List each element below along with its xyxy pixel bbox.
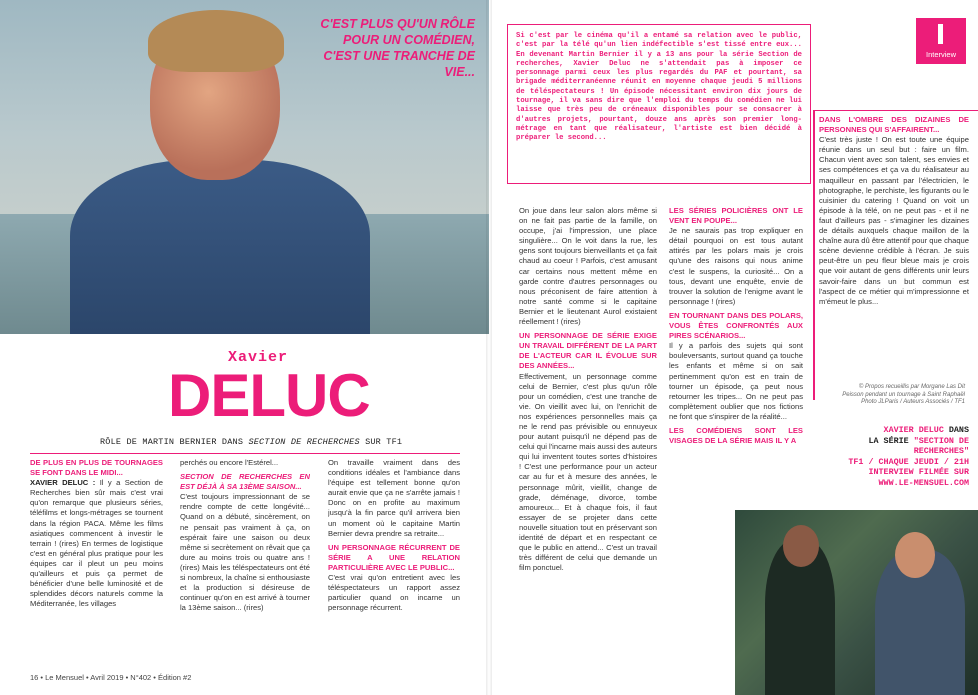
right-page [489,0,978,695]
answer: Il y a Section de Recherches bien sûr mais c'est vrai qu'on remarque que plusieurs séries, téléfilms et longs-métrages se tournent dans la région PACA. Même les films asiatiques commencent à investir le terrain ! (rires) En termes de logistique c'est en général plus pratique pour les équipes car il pleut un peu moins qu'ailleurs et puis ça permet de bénéficier d'une belle luminosité et de splendides décors naturels comme la Méditerranée, les villages [30,478,163,609]
hero-photo [0,0,489,334]
article-column-4: On joue dans leur salon alors même si on ne fait pas partie de la famille, on occupe, j'ai l'impression, une place singulière... On le voit dans la rue, les gens sont toujours bienveillants et ça fait chaud au coeur ! Parfois, c'est amusant car certains nous mettent même en garde contre d'autres personnages ou nous préconisent de faire attention à notre santé comme si le capitaine Bernier et le lieutenant Aurol existaient réellement ! (rires) UN PERSONNAGE DE SÉRIE EXIGE UN TRAVAIL DIFFÉRENT DE LA PART DE L'ACTEUR CAR IL ÉVOLUE SUR DES ANNÉES... Effectivement, un personnage comme celui de Bernier, c'est plus qu'un rôle pour un comédien, c'est une tranche de vie. On vieillit avec lui, on l'enrichit de nos expériences personnelles mais ça ne le rend pas prévisible ou ennuyeux pour autant puisqu'il ne dépend pas de celui qui l'incarne mais aussi des auteurs qui lui inventent toutes sortes d'histoires ! C'est une performance pour un acteur car au fur et à mesure des années, le personnage mûrit, vieillit, change de grade, déménage, divorce, tombe amoureux... Et à chaque fois, il faut essayer de se projeter dans cette nouvelle situation tout en préservant son identité de départ et en respectant ce que le public en attend... C'est un travail très différent de celui que demande un film ponctuel. [519,206,657,573]
question: DE PLUS EN PLUS DE TOURNAGES SE FONT DANS LE MIDI... [30,458,163,478]
answer: C'est vrai qu'on entretient avec les téléspectateurs un rapport assez particulier quand on incarne un personnage récurrent. [328,573,460,613]
page-gutter [486,0,492,695]
first-name: Xavier [228,349,289,366]
last-name: DELUC [168,362,370,429]
article-subtitle: RÔLE DE MARTIN BERNIER DANS SECTION DE RECHERCHES SUR TF1 [100,437,403,447]
interview-tab: Interview [916,18,966,64]
answer: C'est très juste ! On est toute une équipe réunie dans un seul but : faire un film. Chacun vient avec son talent, ses envies et ses compétences et ça va du réalisateur au maquilleur en passant par l'électricien, le photographe, le perchiste, les figurants ou le cuisinier du catering ! Quand on voit un épisode à la télé, on ne peut pas - et il ne faut d'ailleurs pas - s'imaginer les dizaines de détails auxquels chaque maillon de la chaîne aura dû être attentif pour que chaque scène devienne crédible à l'écran. Je suis peut-être un peu fleur bleue mais je crois que voir autant de gens différents unir leurs savoir-faire dans un but commun est l'aspect de ce métier qui m'impressionne et m'émeut le plus... [819,135,969,306]
question: DANS L'OMBRE DES DIZAINES DE PERSONNES QUI S'AFFAIRENT... [819,115,969,135]
question: UN PERSONNAGE DE SÉRIE EXIGE UN TRAVAIL DIFFÉRENT DE LA PART DE L'ACTEUR CAR IL ÉVOLUE SUR DES ANNÉES... [519,331,657,371]
question: LES SÉRIES POLICIÈRES ONT LE VENT EN POUPE... [669,206,803,226]
answer: Effectivement, un personnage comme celui de Bernier, c'est plus qu'un rôle pour un comédien, c'est une tranche de vie. On vieillit avec lui, on l'enrichit de nos expériences personnelles mais ça ne le rend pas prévisible ou ennuyeux pour autant puisqu'il ne dépend pas de celui qui l'incarne mais aussi des auteurs qui lui inventent toutes sortes d'histoires ! C'est une performance pour un acteur car au fur et à mesure des années, le personnage mûrit, vieillit, change de grade, déménage, divorce, tombe amoureux... Et à chaque fois, il faut essayer de se projeter dans cette nouvelle situation tout en préservant son identité de départ et en respectant ce que le public en attend... C'est un travail très différent de celui que demande un film ponctuel. [519,371,657,573]
article-column-3: On travaille vraiment dans des conditions idéales et l'ambiance dans l'équipe est tellement bonne qu'on aurait envie que ça ne s'arrête jamais ! Donc on en profite au maximum jusqu'à la fin parce qu'il arrivera bien un moment où le capitaine Martin Bernier devra prendre sa retraite... UN PERSONNAGE RÉCURRENT DE SÉRIE A UNE RELATION PARTICULIÈRE AVEC LE PUBLIC... C'est vrai qu'on entretient avec les téléspectateurs un rapport assez particulier quand on incarne un personnage récurrent. [328,458,460,613]
article-column-2: perchés ou encore l'Estérel... SECTION DE RECHERCHES EN EST DÉJÀ À SA 13ÈME SAISON... C'est toujours impressionnant de se rendre compte de cette longévité... Quand on a débuté, sincèrement, on ne pensait pas vraiment à ça, on espérait faire une saison ou deux même si secrètement on rêvait que ça dure au moins trois ou quatre ans ! (rires) Mais les téléspectateurs ont été si nombreux, la chaîne si enthousiaste et la production si désireuse de continuer qu'on en est arrivé à tourner la 13ème saison... (rires) [180,458,310,613]
article-column-5 [669,206,803,506]
answer: C'est toujours impressionnant de se rendre compte de cette longévité... Quand on a débuté, sincèrement, on ne pensait pas vraiment à ça, on espérait faire une saison ou deux même si secrètement on rêvait que ça dure au moins trois ou quatre ans ! (rires) Mais les téléspectateurs ont été si nombreux, la chaîne si enthousiaste et la production si désireuse de continuer qu'on en est arrivé à tourner la 13ème saison... (rires) [180,492,310,613]
page-footer: 16 • Le Mensuel • Avril 2019 • N°402 • Édition #2 [30,673,192,682]
question: EN TOURNANT DANS DES POLARS, VOUS ÊTES CONFRONTÉS AUX PIRES SCÉNARIOS... [669,310,803,341]
question: UN PERSONNAGE RÉCURRENT DE SÉRIE A UNE RELATION PARTICULIÈRE AVEC LE PUBLIC... [328,542,460,572]
answer: Il y a parfois des sujets qui sont bouleversants, surtout quand ça touche les enfants et même si on sait pertinemment qu'on est en train de tourner un épisode, ça peut nous retourner les tripes... On ne peut pas complètement oublier que nos fictions ne font que s'inspirer de la réalité... [669,341,803,421]
photo-credit: © Propos recueillis par Morgane Las Dit Peisson pendant un tournage à Saint Raphaël Photo JLParis / Auteurs Associés / TF1 [842,384,965,405]
article-column-6 [819,115,969,380]
section-bar-icon [938,24,943,44]
scene-photo [735,510,978,695]
website-link: WWW.LE-MENSUEL.COM [878,477,969,488]
article-column-1: DE PLUS EN PLUS DE TOURNAGES SE FONT DANS LE MIDI... XAVIER DELUC : Il y a Section de Recherches bien sûr mais c'est vrai qu'on remarque que plusieurs séries, téléfilms et longs-métrages se tournent dans la région PACA. Même les films asiatiques commencent à investir le terrain ! (rires) En termes de logistique c'est en général plus pratique pour les équipes car il pleut un peu moins qu'ailleurs et puis ça permet de bénéficier d'une belle luminosité et de splendides décors naturels comme la Méditerranée, les villages [30,458,163,609]
intro-box: Si c'est par le cinéma qu'il a entamé sa relation avec le public, c'est par la télé qu'un lien indéfectible s'est tissé entre eux... En devenant Martin Bernier il y a 13 ans pour la série Section de recherches, Xavier Deluc ne s'attendait pas à imposer ce personnage parmi ceux les plus regardés du PAF et pourtant, sa brigade méditerranéenne réunit en moyenne chaque jeudi 5 millions de téléspectateurs ! Un épisode nécessitant environ dix jours de tournage, il va sans dire que l'emploi du temps du comédien ne lui laisse que très peu de créneaux disponibles pour se consacrer à d'autres projets, pourtant, douze ans après son premier long-métrage en tant que réalisateur, l'artiste est bien décidé à préparer le second... [507,24,811,184]
broadcast-info: XAVIER DELUC DANS LA SÉRIE "SECTION DE RECHERCHES" TF1 / CHAQUE JEUDI / 21H INTERVIEW FILMÉE SUR WWW.LE-MENSUEL.COM [809,425,969,488]
hero-quote: C'EST PLUS QU'UN RÔLE POUR UN COMÉDIEN, C'EST UNE TRANCHE DE VIE... [320,17,475,79]
divider [30,453,460,454]
answer: Je ne saurais pas trop expliquer en détail pourquoi on est tous autant attirés par les polars mais je crois qu'une des raisons qui nous anime c'est le suspens, la curiosité... On a tous, devant une enquête, envie de trouver la solution de l'enigme avant le personnage ! (rires) [669,226,803,306]
question: SECTION DE RECHERCHES EN EST DÉJÀ À SA 13ÈME SAISON... [180,472,310,492]
question: LES COMÉDIENS SONT LES VISAGES DE LA SÉRIE MAIS IL Y A [669,425,803,446]
